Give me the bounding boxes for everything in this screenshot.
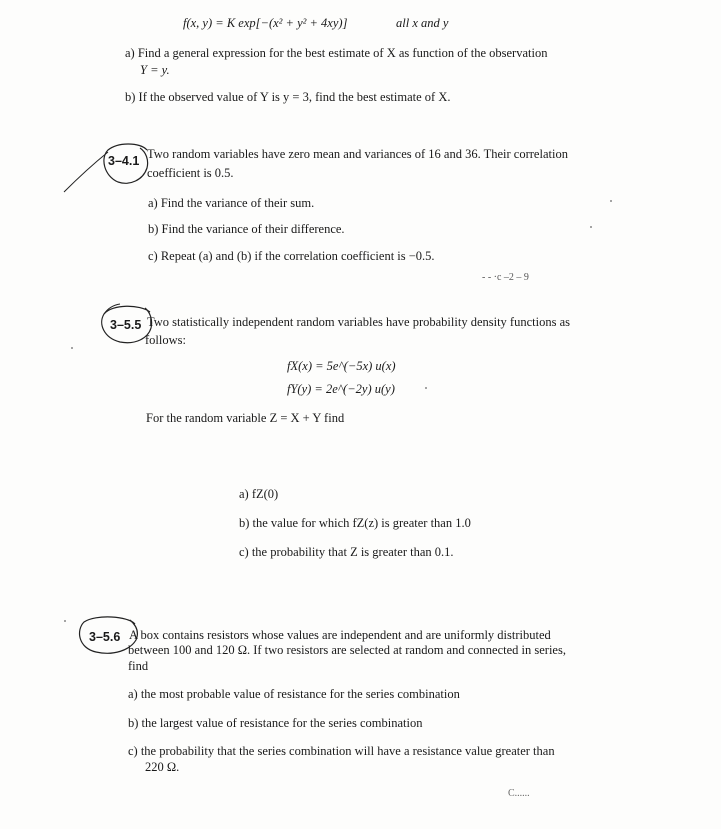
top-part-a: a) Find a general expression for the best estimate of X as function of the observation: [125, 46, 548, 60]
problem-3-5-5-prompt: For the random variable Z = X + Y find: [146, 411, 345, 425]
problem-3-5-5-part-b: b) the value for which fZ(z) is greater than 1.0: [239, 516, 471, 530]
problem-3-5-5-intro-cont: follows:: [145, 333, 186, 347]
problem-3-4-1-part-a: a) Find the variance of their sum.: [148, 196, 315, 210]
problem-3-4-1-intro-cont: coefficient is 0.5.: [147, 166, 234, 180]
problem-3-5-5-intro: Two statistically independent random variables have probability density functions as: [147, 315, 570, 329]
problem-3-5-6-part-c-cont: 220 Ω.: [145, 760, 180, 774]
joint-density-equation: f(x, y) = K exp[−(x² + y² + 4xy)]: [183, 16, 348, 30]
problem-3-5-6-part-a: a) the most probable value of resistance for the series combination: [128, 687, 460, 701]
problem-3-5-6-part-c: c) the probability that the series combination will have a resistance value greater than: [128, 744, 555, 758]
equation-domain: all x and y: [396, 16, 449, 30]
top-part-b: b) If the observed value of Y is y = 3, find the best estimate of X.: [125, 90, 451, 104]
top-part-a-cont: Y = y.: [140, 63, 170, 77]
problem-3-5-5-part-c: c) the probability that Z is greater than 0.1.: [239, 545, 454, 559]
problem-3-5-6-intro-cont: between 100 and 120 Ω. If two resistors are selected at random and connected in series,: [128, 643, 566, 657]
problem-3-5-6-intro: A box contains resistors whose values are independent and are uniformly distributed: [129, 628, 551, 642]
scan-speck: [64, 620, 66, 622]
problem-3-5-6-intro-cont2: find: [128, 659, 149, 673]
density-fy: fY(y) = 2e^(−2y) u(y): [287, 382, 395, 396]
pen-stroke-3-5-5: [104, 304, 120, 314]
stray-handwriting: - - ·c –2 – 9: [482, 272, 529, 283]
scan-speck: [71, 347, 73, 349]
problem-3-5-5-part-a: a) fZ(0): [239, 487, 279, 501]
problem-number-3-5-6: 3–5.6: [89, 630, 121, 644]
density-fx: fX(x) = 5e^(−5x) u(x): [287, 359, 396, 373]
scan-speck: [590, 226, 592, 228]
scan-speck: [610, 200, 612, 202]
problem-3-4-1-part-b: b) Find the variance of their difference.: [148, 222, 345, 236]
problem-number-3-5-5: 3–5.5: [110, 318, 142, 332]
problem-3-5-6-part-b: b) the largest value of resistance for the series combination: [128, 716, 423, 730]
pen-stroke-3-4-1: [64, 152, 108, 192]
problem-3-4-1-intro: Two random variables have zero mean and variances of 16 and 36. Their correlation: [147, 147, 568, 161]
scan-speck: [425, 387, 427, 389]
problem-3-4-1-part-c: c) Repeat (a) and (b) if the correlation coefficient is −0.5.: [148, 249, 435, 263]
footer-fragment: C......: [508, 788, 530, 799]
problem-number-3-4-1: 3–4.1: [108, 154, 140, 168]
